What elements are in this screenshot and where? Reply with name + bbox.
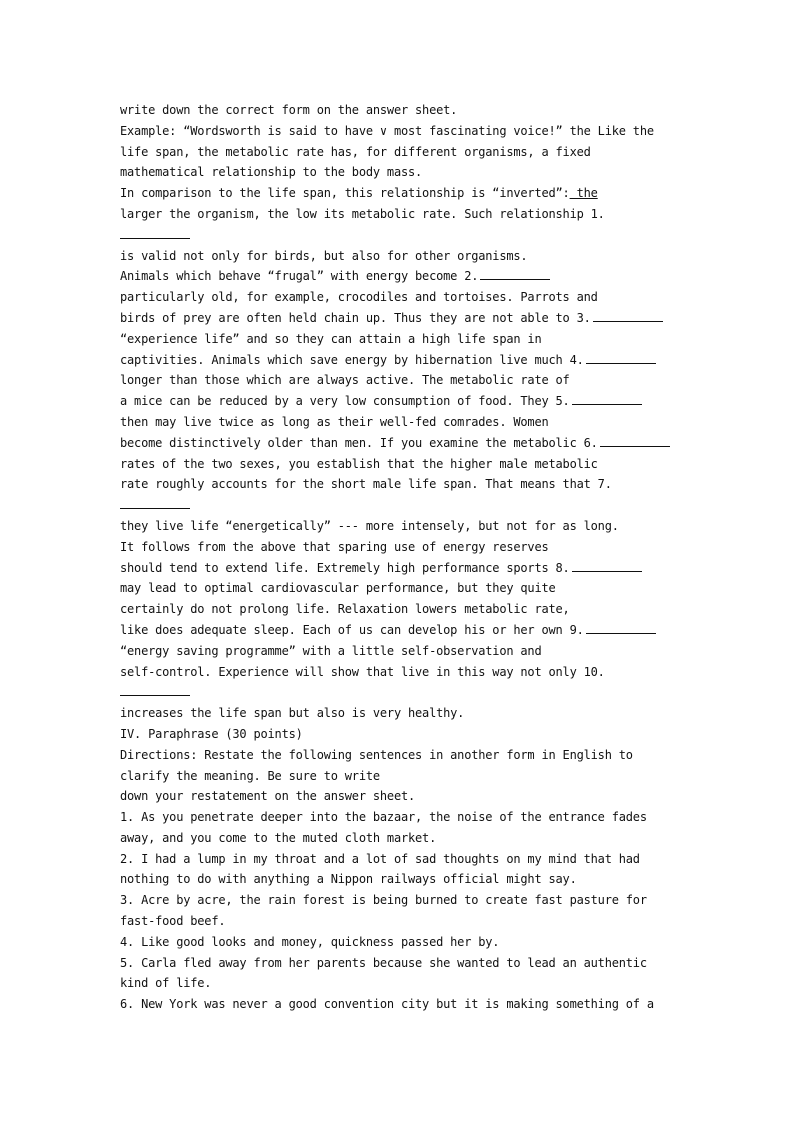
text-line: captivities. Animals which save energy by hibernation live much 4. — [120, 350, 680, 371]
text-line: is valid not only for birds, but also for other organisms. — [120, 248, 528, 263]
text-line: Animals which behave “frugal” with energy become 2. — [120, 266, 680, 287]
text-line: “energy saving programme” with a little self-observation and — [120, 643, 542, 658]
text-line: 1. As you penetrate deeper into the bazaar, the noise of the entrance fades — [120, 810, 647, 825]
text-line: It follows from the above that sparing use of energy reserves — [120, 539, 549, 554]
answer-blank-line — [120, 495, 680, 516]
answer-blank-5 — [572, 391, 642, 405]
text-line: certainly do not prolong life. Relaxation lowers metabolic rate, — [120, 602, 570, 617]
text-line: “experience life” and so they can attain a high life span in — [120, 331, 542, 346]
answer-blank-3 — [593, 308, 663, 322]
section-heading: IV. Paraphrase (30 points) — [120, 726, 303, 741]
text-line: like does adequate sleep. Each of us can develop his or her own 9. — [120, 620, 680, 641]
text-line: 3. Acre by acre, the rain forest is being burned to create fast pasture for — [120, 893, 647, 908]
text-line: birds of prey are often held chain up. Thus they are not able to 3. — [120, 308, 680, 329]
text-line: particularly old, for example, crocodiles and tortoises. Parrots and — [120, 290, 598, 305]
document-body — [120, 100, 680, 1015]
answer-blank-line — [120, 682, 680, 703]
text-line: nothing to do with anything a Nippon railways official might say. — [120, 872, 577, 887]
text-line: write down the correct form on the answer sheet. — [120, 103, 458, 117]
underlined-example-word: the — [569, 186, 598, 201]
text-line: In comparison to the life span, this relationship is “inverted”: the — [120, 186, 598, 201]
answer-blank-10 — [120, 682, 190, 696]
text-line: 4. Like good looks and money, quickness passed her by. — [120, 934, 500, 949]
text-line: Directions: Restate the following sentences in another form in English to — [120, 747, 633, 762]
text-line: longer than those which are always active. The metabolic rate of — [120, 373, 570, 388]
text-line: should tend to extend life. Extremely high performance sports 8. — [120, 558, 680, 579]
text-line: away, and you come to the muted cloth market. — [120, 830, 437, 845]
text-line: rate roughly accounts for the short male life span. That means that 7. — [120, 477, 612, 492]
text-line: increases the life span but also is very healthy. — [120, 706, 465, 721]
text-line: then may live twice as long as their well-fed comrades. Women — [120, 414, 549, 429]
text-line: rates of the two sexes, you establish that the higher male metabolic — [120, 456, 598, 471]
text-line: fast-food beef. — [120, 914, 226, 929]
text-line: kind of life. — [120, 976, 212, 991]
answer-blank-1 — [120, 225, 190, 239]
text-line: mathematical relationship to the body mass. — [120, 165, 423, 180]
text-line: 6. New York was never a good convention city but it is making something of a — [120, 997, 654, 1012]
text-line: clarify the meaning. Be sure to write — [120, 768, 380, 783]
text-line: 2. I had a lump in my throat and a lot of sad thoughts on my mind that had — [120, 851, 640, 866]
answer-blank-2 — [480, 266, 550, 280]
answer-blank-7 — [120, 495, 190, 509]
text-line: become distinctively older than men. If you examine the metabolic 6. — [120, 433, 680, 454]
text-line: they live life “energetically” --- more intensely, but not for as long. — [120, 518, 619, 533]
text-line: down your restatement on the answer sheet. — [120, 789, 416, 804]
answer-blank-4 — [586, 350, 656, 364]
text-line: life span, the metabolic rate has, for different organisms, a fixed — [120, 144, 591, 159]
answer-blank-9 — [586, 620, 656, 634]
text-line: may lead to optimal cardiovascular performance, but they quite — [120, 581, 556, 596]
text-line: self-control. Experience will show that live in this way not only 10. — [120, 664, 605, 679]
text-line: larger the organism, the low its metabolic rate. Such relationship 1. — [120, 206, 605, 221]
text-line: a mice can be reduced by a very low consumption of food. They 5. — [120, 391, 680, 412]
text-line: Example: “Wordsworth is said to have ∨ most fascinating voice!” the Like the — [120, 123, 654, 138]
answer-blank-8 — [572, 558, 642, 572]
text-line: 5. Carla fled away from her parents because she wanted to lead an authentic — [120, 955, 647, 970]
answer-blank-6 — [600, 433, 670, 447]
answer-blank-line — [120, 225, 680, 246]
